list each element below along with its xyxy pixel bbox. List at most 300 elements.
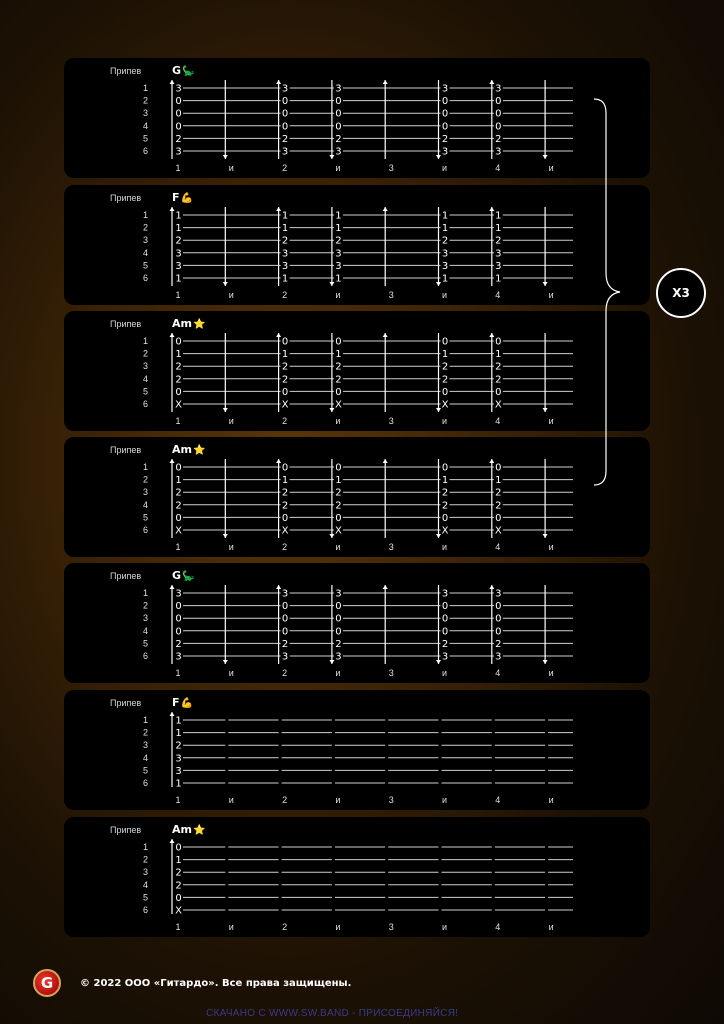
beat-count: и [441, 542, 448, 552]
fret-number: 1 [175, 210, 182, 222]
fret-number: 0 [441, 512, 449, 524]
fret-number: 3 [495, 248, 502, 260]
arrow-head [543, 534, 548, 538]
fret-number: 0 [495, 601, 502, 613]
beat-count: 2 [282, 290, 288, 300]
string-number: 1 [142, 83, 148, 93]
chord-icon: ⭐ [192, 445, 206, 456]
tab-bar [64, 185, 650, 305]
fret-number: 0 [175, 842, 182, 854]
string-gap [332, 896, 335, 898]
fret-number: 2 [281, 374, 289, 386]
beat-count: 1 [175, 163, 181, 173]
string-number: 3 [142, 740, 148, 751]
tab-staff [64, 58, 650, 178]
arrow-head [436, 282, 441, 286]
arrow-head [383, 585, 388, 589]
string-gap [385, 896, 388, 898]
string-gap [225, 846, 228, 848]
beat-count: 1 [175, 922, 181, 932]
beat-count: 3 [388, 668, 394, 678]
fret-number: 1 [441, 475, 449, 487]
string-number: 2 [142, 474, 148, 485]
string-gap [225, 719, 228, 721]
string-gap [439, 769, 442, 771]
fret-number: 0 [335, 336, 342, 348]
beat-count: 4 [495, 416, 501, 426]
arrow-head [170, 80, 175, 84]
string-gap [385, 859, 388, 861]
fret-number: 0 [335, 96, 342, 108]
fret-number: 3 [175, 765, 182, 777]
string-gap [439, 744, 442, 746]
fret-number: 0 [175, 892, 182, 904]
fret-number: 2 [495, 487, 502, 499]
fret-number: 3 [441, 260, 449, 272]
fret-number: 0 [175, 108, 182, 120]
string-number: 2 [142, 95, 148, 106]
string-number: 2 [142, 348, 148, 359]
arrow-head [329, 660, 334, 664]
fret-number: 1 [441, 210, 449, 222]
string-gap [439, 846, 442, 848]
fret-number: 3 [175, 146, 182, 158]
section-label: Припев [110, 445, 142, 455]
fret-number: 3 [175, 83, 182, 95]
fret-number: 0 [441, 626, 449, 638]
string-gap [492, 896, 495, 898]
beat-count: 3 [388, 795, 394, 805]
string-gap [439, 757, 442, 759]
fret-number: 3 [495, 651, 502, 663]
fret-number: 0 [281, 108, 289, 120]
arrow-head [543, 660, 548, 664]
fret-number: 1 [335, 475, 342, 487]
string-gap [279, 769, 282, 771]
arrow-head [436, 155, 441, 159]
string-number: 4 [142, 247, 148, 258]
string-gap [439, 896, 442, 898]
fret-number: 2 [495, 235, 502, 247]
string-gap [545, 884, 548, 886]
fret-number: 0 [335, 613, 342, 625]
chord-symbol: F [172, 191, 180, 204]
arrow-head [489, 585, 494, 589]
beat-count: 1 [175, 542, 181, 552]
string-number: 2 [142, 222, 148, 233]
string-gap [385, 782, 388, 784]
beat-count: и [335, 163, 341, 173]
string-gap [279, 757, 282, 759]
arrow-head [383, 207, 388, 211]
fret-number: X [175, 399, 182, 411]
beat-count: 4 [495, 163, 501, 173]
fret-number: 1 [175, 728, 182, 740]
arrow-head [170, 333, 175, 337]
beat-count: и [441, 290, 448, 300]
fret-number: X [441, 525, 449, 537]
string-gap [385, 884, 388, 886]
string-number: 5 [142, 765, 148, 776]
beat-count: и [548, 416, 554, 426]
arrow-head [489, 333, 494, 337]
fret-number: 1 [175, 475, 182, 487]
string-number: 3 [142, 235, 148, 246]
fret-number: 0 [175, 336, 182, 348]
string-gap [492, 757, 495, 759]
chord-icon: ⭐ [192, 319, 206, 330]
fret-number: 0 [281, 512, 289, 524]
tab-staff [64, 185, 650, 305]
tab-bar [64, 311, 650, 431]
fret-number: 2 [335, 361, 342, 373]
tab-bar [64, 563, 650, 683]
tab-bar [64, 437, 650, 557]
beat-count: 2 [282, 795, 288, 805]
download-watermark: СКАЧАНО С WWW.SW.BAND - ПРИСОЕДИНЯЙСЯ! [206, 1008, 459, 1019]
string-gap [332, 909, 335, 911]
chord-icon: 💪 [180, 698, 193, 709]
arrow-head [170, 207, 175, 211]
fret-number: 3 [495, 588, 502, 600]
fret-number: 3 [175, 248, 182, 260]
string-gap [332, 769, 335, 771]
string-gap [545, 719, 548, 721]
fret-number: 3 [441, 83, 449, 95]
string-gap [439, 719, 442, 721]
fret-number: 1 [495, 210, 502, 222]
fret-number: 3 [335, 248, 342, 260]
fret-number: 0 [281, 96, 289, 108]
section-label: Припев [110, 66, 142, 76]
tab-staff [64, 817, 650, 937]
beat-count: и [228, 163, 234, 173]
beat-count: 2 [282, 668, 288, 678]
string-gap [279, 896, 282, 898]
fret-number: 3 [335, 260, 342, 272]
string-number: 5 [142, 638, 148, 649]
string-gap [492, 732, 495, 734]
string-gap [492, 909, 495, 911]
string-number: 1 [142, 715, 148, 725]
fret-number: 1 [495, 273, 502, 285]
repeat-brace [592, 95, 622, 490]
string-gap [332, 732, 335, 734]
fret-number: 2 [495, 361, 502, 373]
arrow-head [489, 207, 494, 211]
arrow-head [276, 80, 281, 84]
fret-number: 3 [281, 588, 289, 600]
beat-count: и [228, 290, 234, 300]
fret-number: 0 [175, 386, 182, 398]
fret-number: 1 [495, 475, 502, 487]
string-gap [439, 782, 442, 784]
fret-number: 3 [281, 248, 289, 260]
tab-staff [64, 690, 650, 810]
string-gap [332, 859, 335, 861]
fret-number: 2 [335, 500, 342, 512]
beat-count: 3 [388, 542, 394, 552]
tab-bar [64, 817, 650, 937]
fret-number: 0 [441, 386, 449, 398]
fret-number: 0 [175, 613, 182, 625]
fret-number: 0 [281, 121, 289, 133]
fret-number: 1 [175, 778, 182, 790]
fret-number: 2 [175, 133, 182, 145]
beat-count: и [548, 795, 554, 805]
fret-number: 0 [281, 462, 289, 474]
beat-count: и [548, 542, 554, 552]
fret-number: 0 [175, 462, 182, 474]
fret-number: 1 [175, 273, 182, 285]
fret-number: 2 [281, 133, 289, 145]
string-number: 6 [142, 525, 148, 535]
string-number: 4 [142, 752, 148, 763]
fret-number: 2 [175, 638, 182, 650]
fret-number: 0 [495, 96, 502, 108]
fret-number: 2 [441, 235, 449, 247]
string-gap [385, 871, 388, 873]
arrow-head [543, 282, 548, 286]
string-gap [332, 846, 335, 848]
string-gap [545, 757, 548, 759]
beat-count: и [441, 795, 448, 805]
beat-count: 3 [388, 922, 394, 932]
beat-count: и [335, 290, 341, 300]
string-gap [545, 846, 548, 848]
fret-number: 2 [175, 235, 182, 247]
string-gap [439, 859, 442, 861]
arrow-head [436, 408, 441, 412]
arrow-head [170, 839, 175, 843]
fret-number: 1 [441, 349, 449, 361]
fret-number: 0 [281, 613, 289, 625]
fret-number: 3 [281, 146, 289, 158]
fret-number: 0 [281, 626, 289, 638]
string-number: 1 [142, 842, 148, 852]
beat-count: и [228, 668, 234, 678]
string-gap [545, 769, 548, 771]
beat-count: и [548, 922, 554, 932]
fret-number: 3 [281, 651, 289, 663]
beat-count: и [228, 795, 234, 805]
string-gap [225, 871, 228, 873]
beat-count: и [335, 668, 341, 678]
string-gap [492, 871, 495, 873]
fret-number: 1 [335, 349, 342, 361]
arrow-head [543, 155, 548, 159]
chord-symbol: Am [172, 823, 192, 836]
fret-number: 2 [495, 638, 502, 650]
beat-count: и [441, 163, 448, 173]
fret-number: 2 [281, 487, 289, 499]
string-gap [279, 846, 282, 848]
chord-icon: 🦕 [182, 571, 195, 582]
string-gap [492, 859, 495, 861]
string-gap [439, 884, 442, 886]
fret-number: 2 [281, 638, 289, 650]
string-gap [492, 846, 495, 848]
string-gap [439, 732, 442, 734]
fret-number: 1 [335, 210, 342, 222]
arrow-head [436, 534, 441, 538]
string-number: 2 [142, 727, 148, 738]
fret-number: 3 [441, 588, 449, 600]
string-number: 5 [142, 386, 148, 397]
string-gap [439, 871, 442, 873]
string-gap [279, 909, 282, 911]
fret-number: 1 [335, 273, 342, 285]
chord-icon: ⭐ [192, 825, 206, 836]
fret-number: 3 [495, 83, 502, 95]
fret-number: 2 [441, 638, 449, 650]
fret-number: 0 [335, 386, 342, 398]
fret-number: X [494, 525, 502, 537]
gitardo-logo: G [33, 969, 61, 997]
fret-number: 0 [441, 462, 449, 474]
fret-number: 0 [335, 512, 342, 524]
fret-number: 1 [175, 349, 182, 361]
string-gap [279, 859, 282, 861]
fret-number: 0 [175, 96, 182, 108]
beat-count: и [335, 416, 341, 426]
string-gap [225, 744, 228, 746]
chord-symbol: G [172, 569, 182, 582]
string-gap [385, 757, 388, 759]
chord-symbol: Am [172, 317, 192, 330]
beat-count: и [441, 922, 448, 932]
tab-staff [64, 311, 650, 431]
beat-count: и [441, 668, 448, 678]
fret-number: 2 [441, 500, 449, 512]
beat-count: 1 [175, 795, 181, 805]
arrow-head [329, 282, 334, 286]
fret-number: 2 [175, 867, 182, 879]
tab-staff [64, 437, 650, 557]
chord-icon: 🦕 [182, 66, 195, 77]
fret-number: 2 [175, 487, 182, 499]
beat-count: 2 [282, 416, 288, 426]
arrow-head [223, 282, 228, 286]
string-number: 6 [142, 778, 148, 788]
fret-number: 2 [281, 500, 289, 512]
fret-number: 0 [495, 613, 502, 625]
section-label: Припев [110, 319, 142, 329]
string-gap [279, 732, 282, 734]
string-gap [225, 732, 228, 734]
section-label: Припев [110, 698, 142, 708]
fret-number: 2 [175, 740, 182, 752]
string-gap [492, 884, 495, 886]
fret-number: 0 [441, 121, 449, 133]
fret-number: 3 [335, 83, 342, 95]
fret-number: 0 [335, 462, 342, 474]
string-number: 4 [142, 625, 148, 636]
fret-number: 0 [495, 336, 502, 348]
chord-symbol: G [172, 64, 182, 77]
string-number: 3 [142, 108, 148, 119]
fret-number: 0 [441, 96, 449, 108]
beat-count: 4 [495, 922, 501, 932]
section-label: Припев [110, 825, 142, 835]
string-number: 3 [142, 361, 148, 372]
fret-number: 2 [175, 374, 182, 386]
string-number: 6 [142, 905, 148, 915]
arrow-head [223, 408, 228, 412]
section-label: Припев [110, 571, 142, 581]
string-gap [279, 744, 282, 746]
fret-number: 2 [495, 374, 502, 386]
arrow-head [489, 459, 494, 463]
string-gap [545, 744, 548, 746]
beat-count: и [228, 542, 234, 552]
string-number: 2 [142, 600, 148, 611]
beat-count: 3 [388, 163, 394, 173]
string-number: 4 [142, 499, 148, 510]
string-gap [279, 884, 282, 886]
fret-number: 2 [335, 133, 342, 145]
string-gap [279, 871, 282, 873]
string-number: 3 [142, 487, 148, 498]
beat-count: 3 [388, 416, 394, 426]
fret-number: X [175, 905, 182, 917]
fret-number: 2 [281, 361, 289, 373]
tab-staff [64, 563, 650, 683]
fret-number: 0 [175, 512, 182, 524]
string-number: 3 [142, 613, 148, 624]
copyright-text: © 2022 ООО «Гитардо». Все права защищены. [80, 978, 352, 989]
fret-number: 3 [495, 146, 502, 158]
fret-number: 0 [281, 601, 289, 613]
fret-number: 3 [441, 248, 449, 260]
beat-count: 2 [282, 163, 288, 173]
fret-number: X [175, 525, 182, 537]
beat-count: и [548, 290, 554, 300]
tab-bar [64, 58, 650, 178]
string-number: 1 [142, 210, 148, 220]
string-gap [545, 732, 548, 734]
fret-number: 0 [335, 601, 342, 613]
string-gap [225, 769, 228, 771]
fret-number: 3 [335, 146, 342, 158]
string-gap [225, 859, 228, 861]
string-number: 5 [142, 892, 148, 903]
fret-number: X [281, 399, 289, 411]
fret-number: 3 [175, 651, 182, 663]
fret-number: 2 [175, 880, 182, 892]
fret-number: 0 [281, 336, 289, 348]
fret-number: 1 [495, 223, 502, 235]
chord-symbol: Am [172, 443, 192, 456]
string-gap [332, 744, 335, 746]
arrow-head [329, 408, 334, 412]
beat-count: и [228, 922, 234, 932]
string-gap [225, 757, 228, 759]
fret-number: X [334, 525, 342, 537]
fret-number: 3 [281, 260, 289, 272]
beat-count: 2 [282, 542, 288, 552]
fret-number: 2 [495, 500, 502, 512]
fret-number: 1 [175, 223, 182, 235]
beat-count: и [441, 416, 448, 426]
string-number: 5 [142, 133, 148, 144]
fret-number: 3 [175, 260, 182, 272]
string-gap [439, 909, 442, 911]
arrow-head [436, 660, 441, 664]
fret-number: X [334, 399, 342, 411]
fret-number: 0 [495, 462, 502, 474]
string-gap [385, 909, 388, 911]
